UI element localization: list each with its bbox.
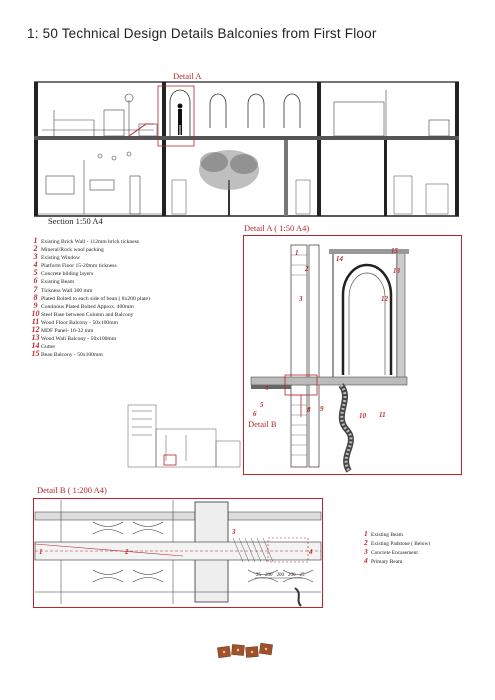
detail-a-label: 6 [253,410,257,418]
detail-a-label: 4 [265,384,269,392]
legend-a-item [30,269,235,277]
legend-a-text: Gutter [41,344,56,351]
detail-b-label: 4 [309,548,313,556]
legend-a-text: Continous Plated Bolted Approx. 400mm [41,303,134,310]
legend-a-number: 12 [31,325,40,335]
detail-b-tag: Detail B [248,419,277,429]
legend-a-number: 11 [31,316,40,326]
detail-a-label: 3 [299,295,303,303]
legend-a-text: Concrete bilding layers [41,271,94,278]
legend-a-item [30,334,235,342]
detail-a-label: 14 [336,255,343,263]
legend-b-text: Existing Padstone ( Below) [371,541,431,547]
logo-mark [216,641,280,661]
dimension-value: 25 [299,573,305,578]
legend-a-item [30,342,235,350]
section-drawing [34,80,459,218]
legend-a-number: 4 [33,260,38,270]
legend-a-text: Tickness Wall 300 mm [41,287,93,294]
dimension-value: 200 [265,573,273,578]
legend-a-text: Plated Bolted to each side of bean ( 8x200 plate) [41,295,150,302]
legend-a-text: Existing Window [41,255,80,262]
legend-b-item [364,530,484,539]
legend-a-number: 7 [33,284,38,294]
legend-a-number: 3 [33,252,38,262]
detail-a-label: 5 [260,401,264,409]
section-caption: Section 1:50 A4 [48,216,103,226]
dimension-value: 200 [288,573,296,578]
detail-a-label: 8 [307,406,311,414]
detail-a-caption: Detail A ( 1:50 A4) [244,223,310,233]
legend-a-number: 15 [31,349,40,359]
detail-b-label: 3 [232,528,236,536]
detail-a-label: 9 [320,405,324,413]
legend-a-item [30,245,235,253]
legend-a-number: 5 [33,268,38,278]
legend-a-number: 10 [31,308,40,318]
legend-b-item [364,539,484,548]
dimension-value: 25 [256,573,261,578]
legend-a-text: Mineral/Rock wool packing [41,247,104,254]
legend-a-text: Wood Wall Balcony - 50x100mm [41,336,117,343]
legend-a-item [30,302,235,310]
legend-b-number: 2 [364,538,368,547]
legend-a-item [30,326,235,334]
legend-b-text: Concrete Encasement [371,550,418,556]
legend-a [30,237,235,358]
detail-a-label: 11 [379,411,386,419]
legend-b-number: 4 [364,556,368,565]
dimension-value: 200 [276,573,284,578]
floor-plan-thumbnail [116,401,244,472]
detail-b-caption: Detail B ( 1:200 A4) [37,485,107,495]
detail-b-labels [33,498,323,608]
tree-illustration [199,150,259,216]
legend-a-number: 9 [33,300,38,310]
legend-a-text: Wood Floor Balcony - 50x100mm [41,319,118,326]
legend-a-item [30,294,235,302]
legend-b [364,530,484,566]
legend-a-number: 13 [31,333,40,343]
detail-a-label: 12 [381,295,388,303]
detail-a-label: 15 [391,247,398,255]
legend-a-number: 14 [31,341,40,351]
legend-a-item [30,286,235,294]
legend-a-item [30,318,235,326]
legend-a-text: Existing Beam [41,279,75,286]
legend-a-item [30,277,235,285]
legend-a-number: 8 [33,292,38,302]
detail-a-tag: Detail A [173,71,202,81]
legend-a-number: 6 [33,276,38,286]
legend-a-item [30,253,235,261]
legend-a-text: MDF Panel- 16-32 mm [41,328,94,335]
detail-a-label: 2 [305,265,309,273]
legend-a-text: Existing Brick Wall - 112mm brick tickness [41,239,140,245]
legend-b-number: 1 [364,529,368,538]
detail-b-label: 1 [39,548,43,556]
legend-b-text: Existing Beam [371,532,403,538]
detail-a-labels [243,235,462,475]
legend-a-item [30,350,235,358]
legend-b-item [364,548,484,557]
legend-a-text: Steel Base between Column and Balcony [41,311,134,318]
legend-a-number: 1 [33,236,38,245]
legend-b-text: Primary Beam [371,559,403,565]
legend-b-item [364,557,484,566]
detail-a-label: 13 [393,267,400,275]
legend-b-number: 3 [364,547,368,556]
legend-a-text: Platform Floor 15-20mm tickness [41,263,117,270]
detail-a-label: 1 [295,249,299,257]
legend-a-number: 2 [33,244,38,254]
legend-a-item [30,261,235,269]
detail-a-label: 10 [359,412,366,420]
legend-a-text: Bean Balcony - 50x100mm [41,352,103,359]
dimension-row [256,573,305,578]
legend-a-item [30,310,235,318]
detail-b-label: 2 [125,548,129,556]
legend-a-item [30,237,235,245]
page-title: 1: 50 Technical Design Details Balconies from First Floor [27,26,377,41]
